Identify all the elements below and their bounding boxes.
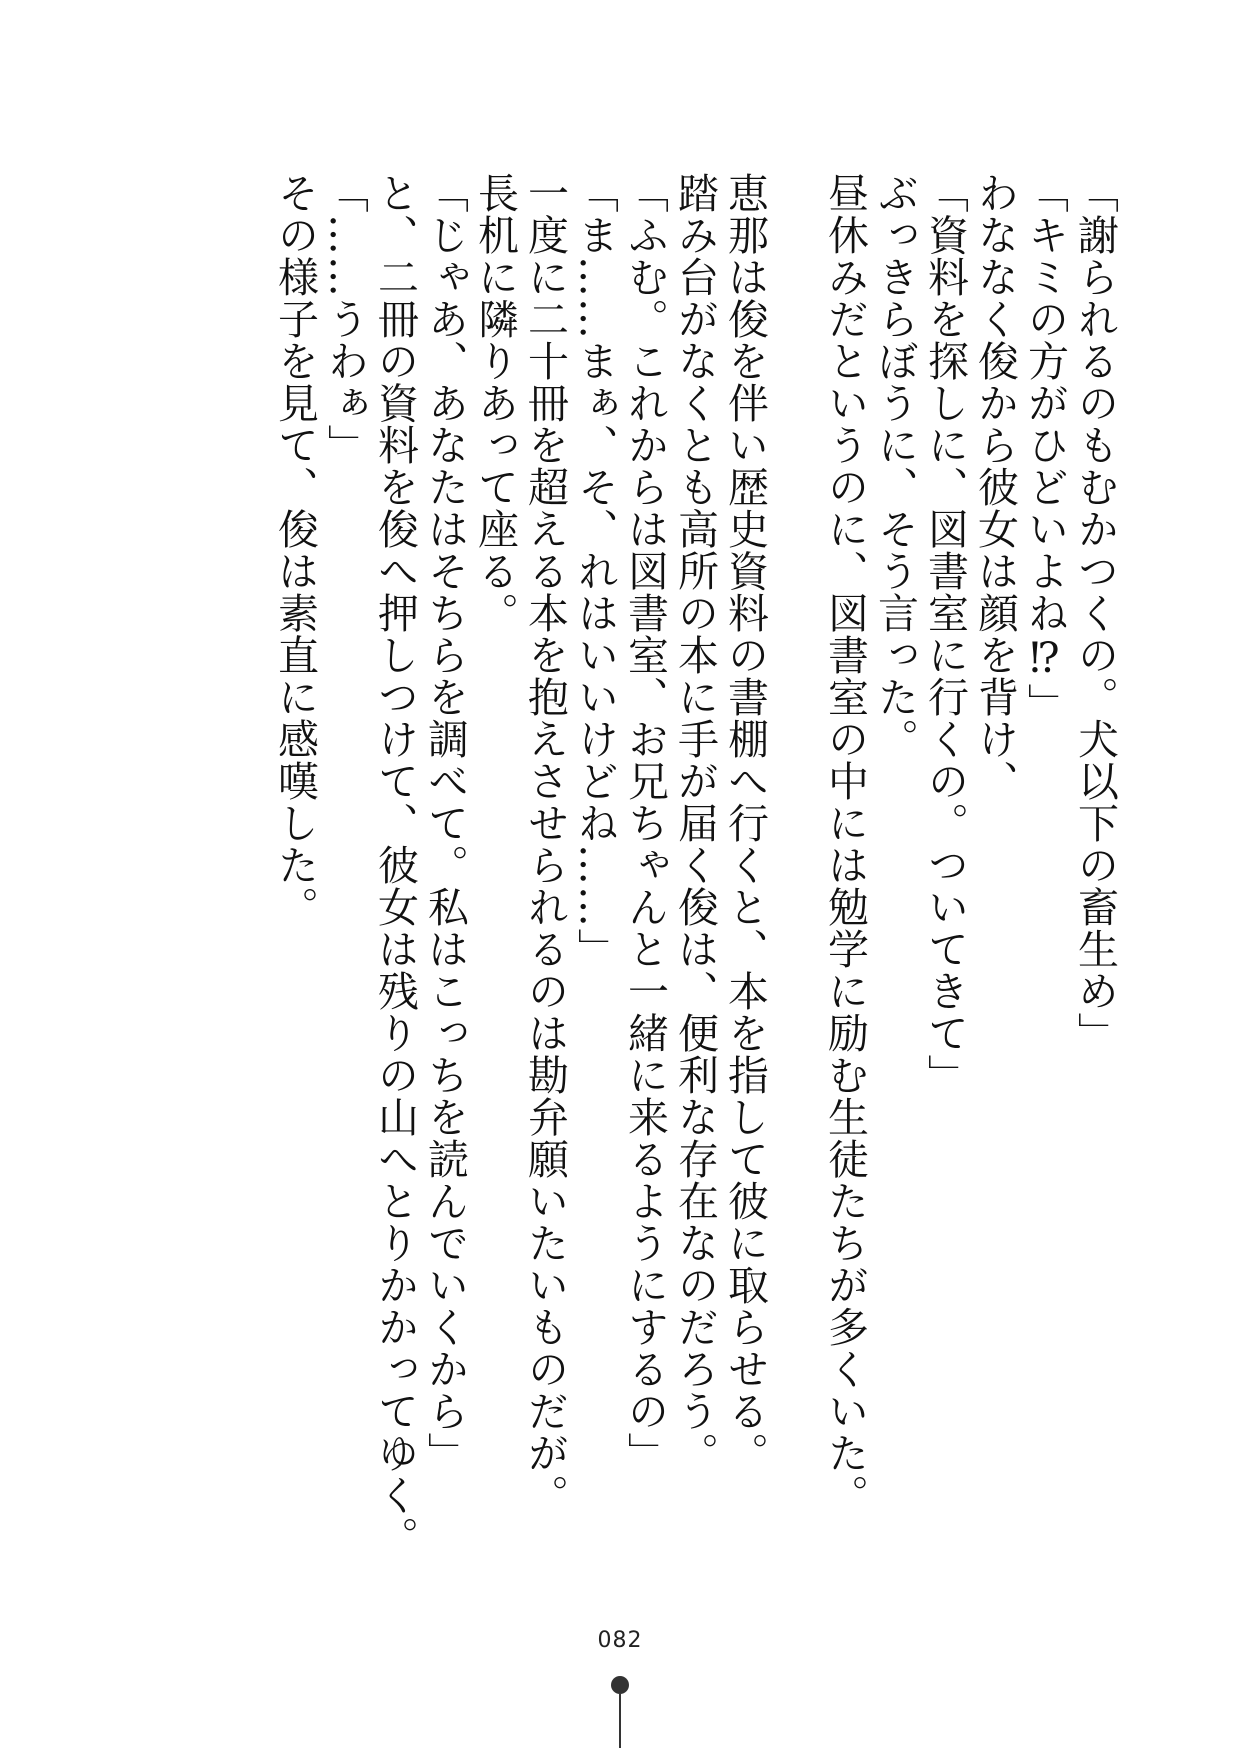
text-line: 「資料を探しに、図書室に行くの。ついてきて」 xyxy=(921,172,969,1096)
text-line: 恵那は俊を伴い歴史資料の書棚へ行くと、本を指して彼に取らせる。 xyxy=(721,172,769,1474)
text-line: 「謝られるのもむかつくの。犬以下の畜生め」 xyxy=(1071,172,1119,1054)
page-marker-line xyxy=(619,1694,621,1748)
text-line: 「ま……まぁ、そ、れはいいけどね……」 xyxy=(571,172,619,970)
page-marker-dot-icon xyxy=(611,1676,629,1694)
text-line: 「キミの方がひどいよね⁉」 xyxy=(1021,172,1069,725)
text-line: 「……うわぁ」 xyxy=(321,172,369,466)
text-line: 長机に隣りあって座る。 xyxy=(471,172,519,634)
text-line: 「ふむ。これからは図書室、お兄ちゃんと一緒に来るようにするの」 xyxy=(621,172,669,1474)
text-line: 踏み台がなくとも高所の本に手が届く俊は、便利な存在なのだろう。 xyxy=(671,172,719,1474)
page-number: 082 xyxy=(597,1628,643,1653)
text-line: ぶっきらぼうに、そう言った。 xyxy=(871,172,919,760)
text-line: 一度に二十冊を超える本を抱えさせられるのは勘弁願いたいものだが。 xyxy=(521,172,569,1516)
vertical-text-body xyxy=(160,172,1120,1558)
text-line: 昼休みだというのに、図書室の中には勉学に励む生徒たちが多くいた。 xyxy=(821,172,869,1516)
text-line: わななく俊から彼女は顔を背け、 xyxy=(971,172,1019,802)
text-line: 「じゃあ、あなたはそちらを調べて。私はこっちを読んでいくから」 xyxy=(421,172,469,1474)
text-line: と、二冊の資料を俊へ押しつけて、彼女は残りの山へとりかかってゆく。 xyxy=(371,172,419,1558)
text-line: その様子を見て、俊は素直に感嘆した。 xyxy=(271,172,319,928)
